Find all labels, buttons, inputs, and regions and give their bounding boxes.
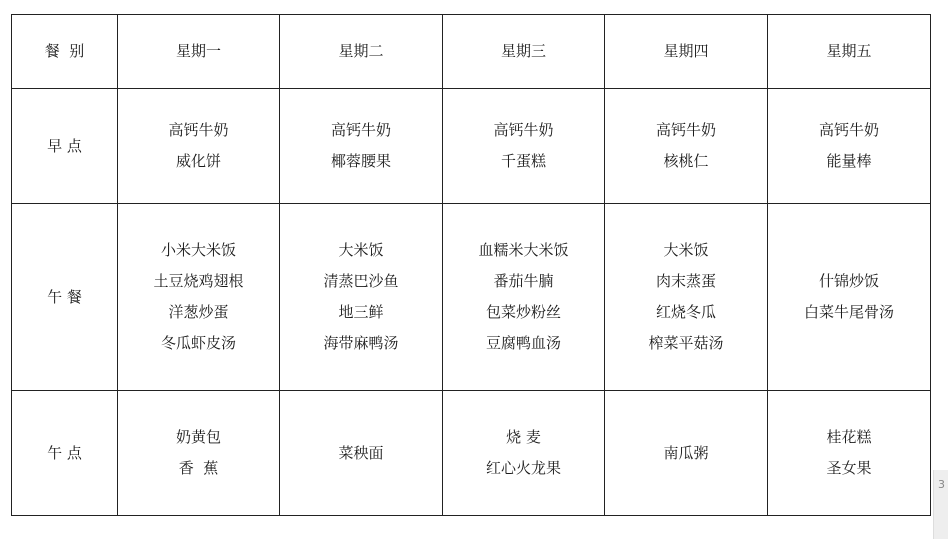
page-number-tab[interactable] (933, 470, 948, 539)
menu-cell (280, 204, 443, 391)
menu-cell (443, 89, 605, 204)
page-number-label: 3 (938, 478, 945, 491)
header-row (12, 15, 931, 89)
menu-item: 海带麻鸭汤 (323, 334, 399, 352)
day-header-tue: 星期二 (280, 15, 443, 89)
menu-cell (605, 391, 768, 516)
menu-item: 高钙牛奶 (493, 121, 554, 139)
menu-item: 肉末蒸蛋 (655, 272, 716, 290)
menu-item: 大米饭 (338, 241, 384, 259)
menu-item: 土豆烧鸡翅根 (153, 272, 244, 290)
day-header-mon: 星期一 (118, 15, 280, 89)
menu-item: 地三鲜 (338, 303, 384, 321)
menu-item: 小米大米饭 (160, 241, 236, 259)
menu-item: 洋葱炒蛋 (168, 303, 229, 321)
meal-label-afternoon-snack: 午 点 (12, 391, 118, 516)
menu-cell (768, 391, 931, 516)
day-header-wed: 星期三 (443, 15, 605, 89)
menu-cell (280, 89, 443, 204)
menu-item: 奶黄包 (175, 428, 221, 446)
table-row-breakfast (12, 89, 931, 204)
menu-item: 烧 麦 (506, 428, 541, 446)
menu-item: 什锦炒饭 (818, 272, 879, 290)
menu-item: 榨菜平菇汤 (648, 334, 724, 352)
menu-item: 能量棒 (826, 152, 872, 170)
menu-item: 高钙牛奶 (655, 121, 716, 139)
menu-item: 血糯米大米饭 (478, 241, 569, 259)
table-row-lunch (12, 204, 931, 391)
menu-item: 豆腐鸭血汤 (485, 334, 561, 352)
menu-cell (443, 391, 605, 516)
menu-item: 桂花糕 (826, 428, 872, 446)
menu-item: 菜秧面 (338, 443, 384, 462)
day-header-thu: 星期四 (605, 15, 768, 89)
menu-item: 番茄牛腩 (493, 272, 554, 290)
weekly-menu-table (11, 14, 931, 516)
menu-item: 白菜牛尾骨汤 (803, 303, 894, 321)
meal-label-breakfast: 早 点 (12, 89, 118, 204)
menu-item: 冬瓜虾皮汤 (160, 334, 236, 352)
menu-item: 红心火龙果 (485, 459, 561, 477)
day-header-fri: 星期五 (768, 15, 931, 89)
menu-item: 高钙牛奶 (818, 121, 879, 139)
menu-item: 大米饭 (663, 241, 709, 259)
menu-item: 高钙牛奶 (168, 121, 229, 139)
menu-item: 香 蕉 (178, 459, 219, 477)
menu-cell (605, 89, 768, 204)
meal-label-lunch: 午 餐 (12, 204, 118, 391)
menu-cell (768, 89, 931, 204)
menu-cell (605, 204, 768, 391)
menu-cell (118, 89, 280, 204)
menu-item: 南瓜粥 (663, 443, 709, 462)
menu-item: 威化饼 (175, 152, 221, 170)
menu-cell (280, 391, 443, 516)
table-row-afternoon-snack (12, 391, 931, 516)
menu-item: 高钙牛奶 (330, 121, 391, 139)
meal-type-header: 餐 别 (12, 15, 118, 89)
menu-cell (768, 204, 931, 391)
menu-item: 椰蓉腰果 (330, 152, 391, 170)
menu-cell (118, 204, 280, 391)
menu-item: 包菜炒粉丝 (485, 303, 561, 321)
menu-item: 千蛋糕 (500, 152, 546, 170)
menu-cell (443, 204, 605, 391)
menu-item: 圣女果 (826, 459, 872, 477)
menu-item: 清蒸巴沙鱼 (323, 272, 399, 290)
menu-item: 红烧冬瓜 (655, 303, 716, 321)
menu-cell (118, 391, 280, 516)
menu-item: 核桃仁 (663, 152, 709, 170)
